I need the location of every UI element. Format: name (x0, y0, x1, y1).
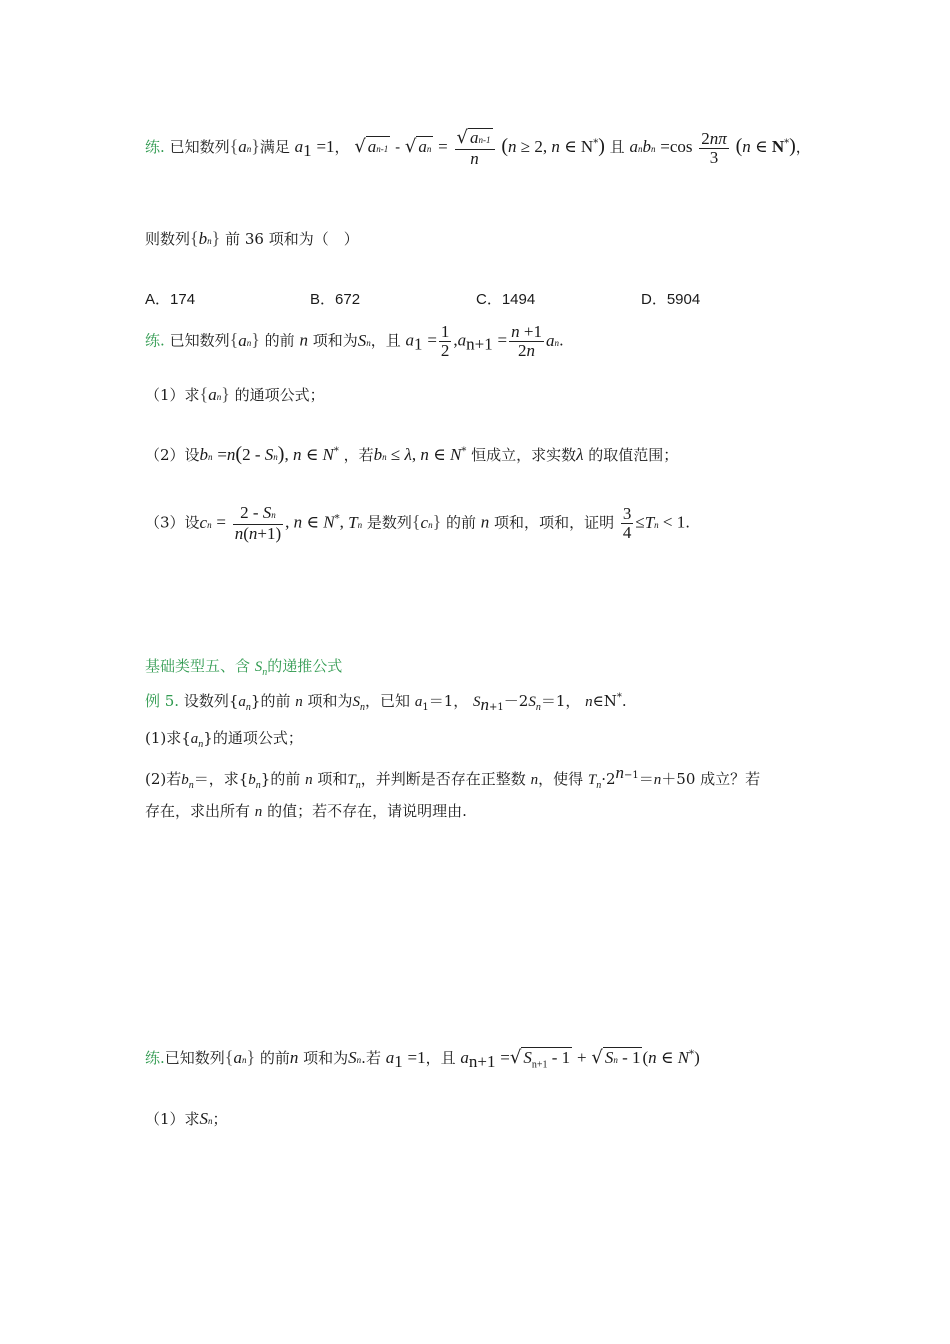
ex5-part1: (1)求$\{a_n\}$的通项公式； (145, 729, 303, 750)
q3-statement: 练.已知数列{an} 的前n 项和为Sn.若 $a_1 =1$，且 $a_{n+1}$ =√ $S_{n+1} - 1$ + √ Sn - 1 (n ∈ N*) (145, 1047, 700, 1071)
option-d: D．5904 (641, 291, 701, 308)
option-a: A．174 (145, 291, 196, 308)
section-title: 基础类型五、含 $S_n$的递推公式 (145, 657, 343, 678)
q3-label: 练. (145, 1049, 165, 1067)
q1-statement-cont: 则数列{bn} 前 36 项和为（ ） (145, 228, 359, 248)
ex5-part2: (2)若$b_n=$，求$\{b_n\}$的前 n 项和$T_n$，并判断是否存在正整数 n，使得 $T_n\cdot 2^{n-1}=n+50$ 成立？若 (145, 763, 761, 791)
q2-label: 练. (145, 331, 165, 350)
option-b: B．672 (310, 291, 361, 308)
q2-part1: （1）求{an} 的通项公式； (145, 384, 325, 404)
q2-statement: 练. 已知数列{an} 的前 n 项和为Sn，且 $a_1$ = $\frac{1}{2}$ $,a_{n+1}$ = $\frac{n +1}{2n}$ an. (145, 322, 564, 360)
q1-statement: 练. 已知数列{an}满足 $a_1 =1$， √ an-1 - √ an = $\frac{√ an-1}{n}$ (n ≥ 2, n ∈ N*) 且 anbn =cos $\frac{2n\pi}{3}$ (n ∈ N*)， (145, 127, 811, 168)
option-c: C．1494 (476, 291, 536, 308)
ex5-statement: 例 5. 设数列$\{a_n\}$的前 n 项和为$S_n$，已知 $a_1=1$， $S_{n+1}-2S_n=1$， n∈N*. (145, 692, 627, 714)
q3-part1: （1）求Sn； (145, 1109, 228, 1128)
q2-part2: （2）设bn =n(2 - Sn), n ∈ N* ，若bn ≤ λ, n ∈ N* 恒成立，求实数λ 的取值范围； (145, 443, 679, 465)
ex5-part2-cont: 存在，求出所有 n 的值；若不存在，请说明理由. (145, 802, 467, 820)
q2-part3: （3）设cn = $\frac{2 - Sn}{n(n+1)}$ , n ∈ N*, Tn 是数列{cn} 的前 n 项和，项和，证明 $\frac{3}{4}$ ≤Tn < 1. (145, 503, 691, 543)
ex5-label: 例 5. (145, 692, 180, 710)
q1-label: 练. (145, 138, 165, 156)
